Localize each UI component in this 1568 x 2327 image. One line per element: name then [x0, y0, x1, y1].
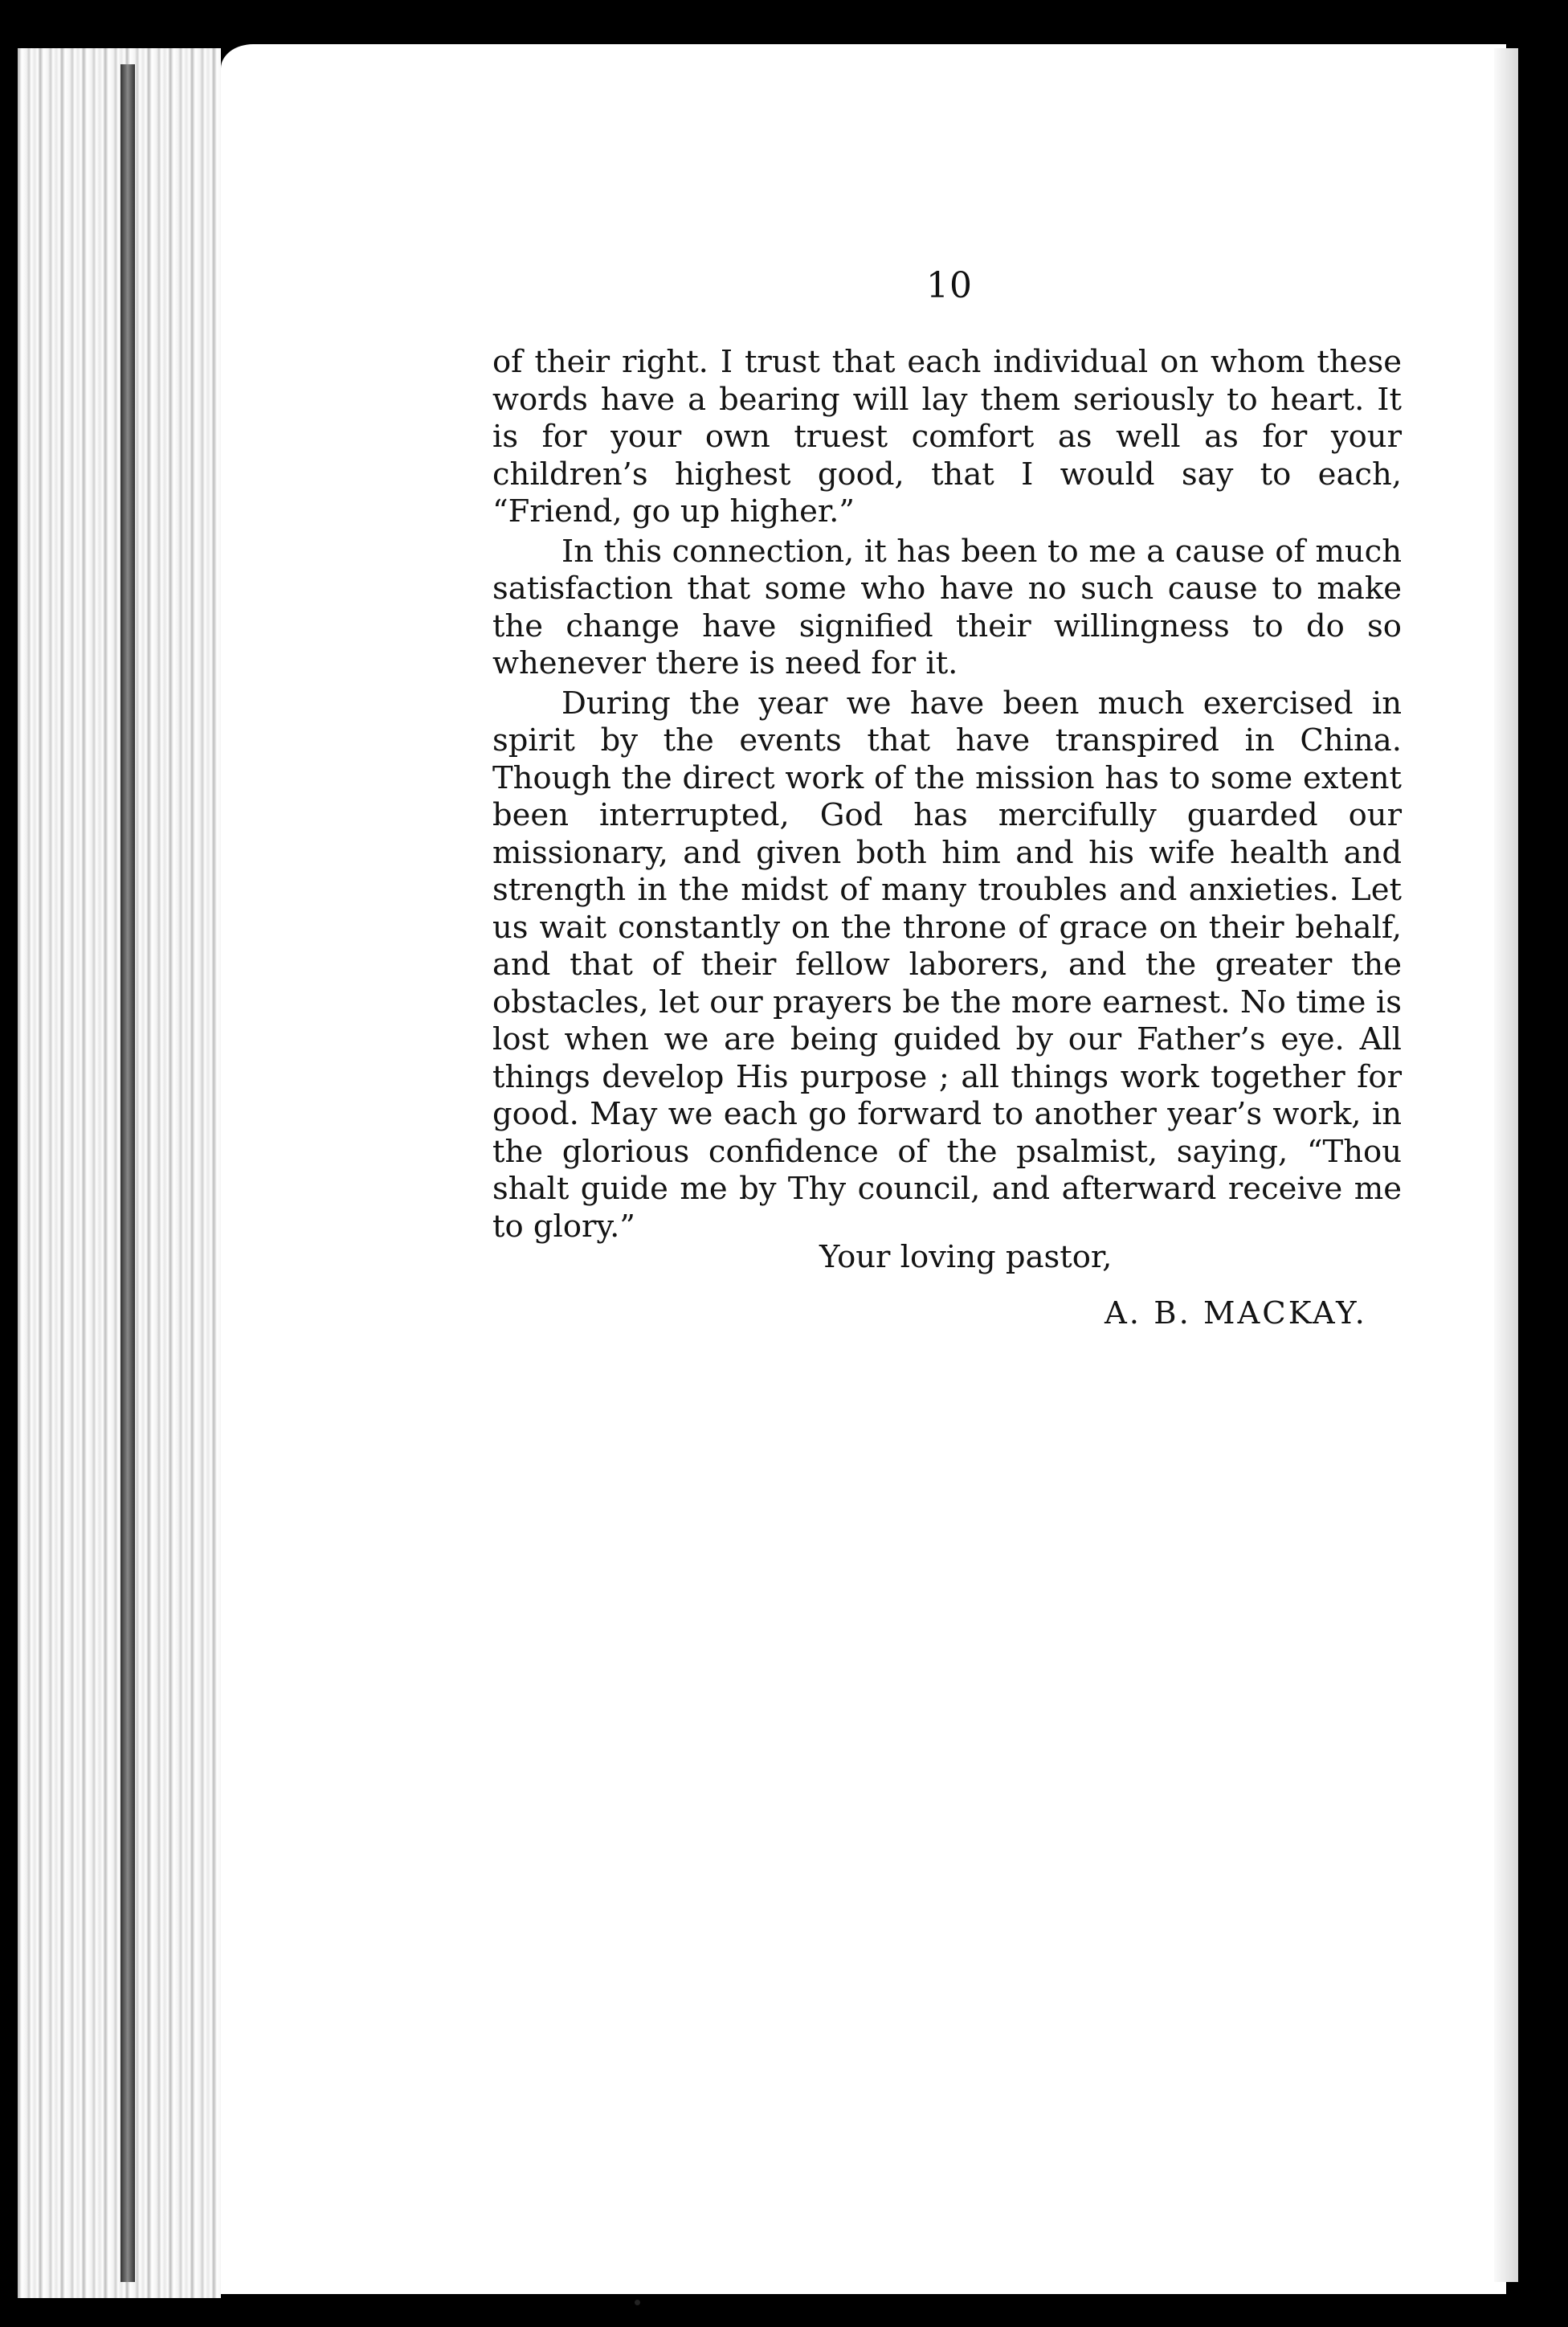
book-page-edges — [0, 48, 221, 2298]
page-right-edge — [1494, 48, 1518, 2282]
scan-speck — [635, 2300, 640, 2305]
left-shadow — [0, 0, 18, 2327]
paragraph-1: of their right. I trust that each individual on whom these words have a bearing will lay them seriously to heart. It is for your own truest comfort as well as for your children’s highest good, that I would say to each, “Friend, go up higher.” — [492, 344, 1402, 530]
letter-body — [492, 344, 1402, 1248]
paragraph-3: During the year we have been much exercised in spirit by the events that have transpired in China. Though the direct work of the mission has to some extent been interrupted, God has mercifully guarded our missionary, and given both him and his wife health and strength in the midst of many troubles and anxieties. Let us wait constantly on the throne of grace on their behalf, and that of their fellow laborers, and the greater the obstacles, let our prayers be the more earnest. No time is lost when we are being guided by our Father’s eye. All things develop His purpose ; all things work together for good. May we each go forward to another year’s work, in the glorious confidence of the psalmist, saying, “Thou shalt guide me by Thy council, and afterward receive me to glory.” — [492, 685, 1402, 1245]
right-shadow — [1520, 0, 1568, 2327]
signature: A. B. MACKAY. — [1105, 1295, 1367, 1331]
closing-line: Your loving pastor, — [819, 1239, 1113, 1275]
paragraph-2: In this connection, it has been to me a cause of much satisfaction that some who have no such cause to make the change have signified their willingness to do so whenever there is need for it. — [492, 533, 1402, 681]
page-number: 10 — [926, 265, 973, 306]
leaf-shadow — [120, 64, 135, 2282]
